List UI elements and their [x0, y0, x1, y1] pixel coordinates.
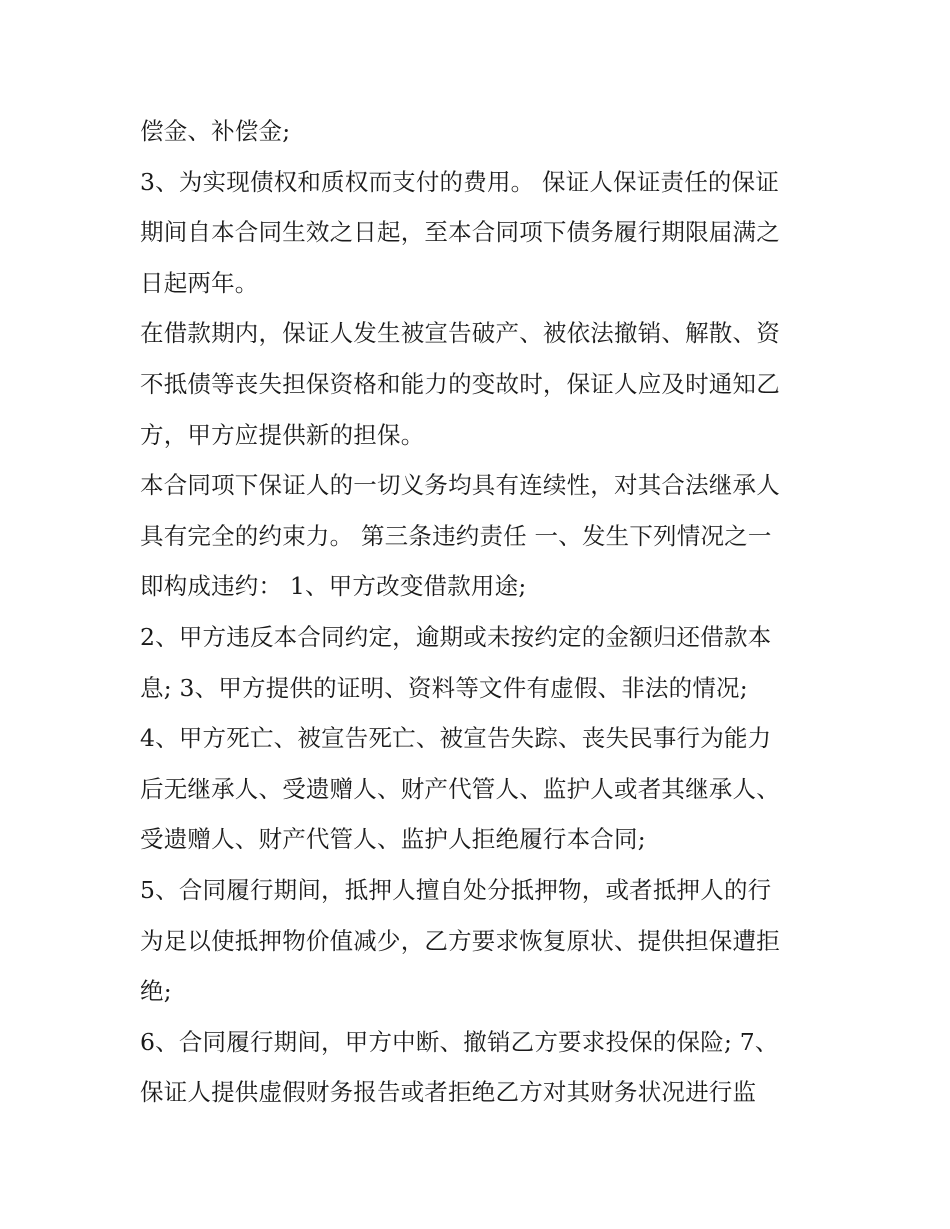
text-line: 2、甲方违反本合同约定，逾期或未按约定的金额归还借款本 [140, 622, 772, 651]
text-line: 保证人提供虚假财务报告或者拒绝乙方对其财务状况进行监 [140, 1078, 757, 1107]
text-line: 后无继承人、受遗赠人、财产代管人、监护人或者其继承人、 [140, 774, 780, 803]
text-line: 息; 3、甲方提供的证明、资料等文件有虚假、非法的情况; [140, 673, 748, 702]
text-line: 4、甲方死亡、被宣告死亡、被宣告失踪、丧失民事行为能力 [140, 724, 772, 753]
text-line: 日起两年。 [140, 268, 259, 297]
text-line: 具有完全的约束力。 第三条违约责任 一、发生下列情况之一 [140, 521, 772, 550]
text-line: 方，甲方应提供新的担保。 [140, 420, 425, 449]
text-line: 即构成违约： 1、甲方改变借款用途; [140, 572, 527, 601]
document-body [140, 106, 820, 1118]
text-line: 本合同项下保证人的一切义务均具有连续性，对其合法继承人 [140, 471, 780, 500]
text-line: 为足以使抵押物价值减少，乙方要求恢复原状、提供担保遭拒 [140, 926, 780, 955]
text-line: 6、合同履行期间，甲方中断、撤销乙方要求投保的保险; 7、 [140, 1027, 779, 1056]
text-line: 5、合同履行期间，抵押人擅自处分抵押物，或者抵押人的行 [140, 875, 772, 904]
text-line: 受遗赠人、财产代管人、监护人拒绝履行本合同; [140, 825, 646, 854]
text-line: 期间自本合同生效之日起，至本合同项下债务履行期限届满之 [140, 218, 780, 247]
text-line: 在借款期内，保证人发生被宣告破产、被依法撤销、解散、资 [140, 319, 780, 348]
text-line: 绝; [140, 977, 172, 1006]
text-line: 3、为实现债权和质权而支付的费用。 保证人保证责任的保证 [140, 167, 780, 196]
text-line: 不抵债等丧失担保资格和能力的变故时，保证人应及时通知乙 [140, 369, 780, 398]
text-line: 偿金、补偿金; [140, 117, 291, 145]
